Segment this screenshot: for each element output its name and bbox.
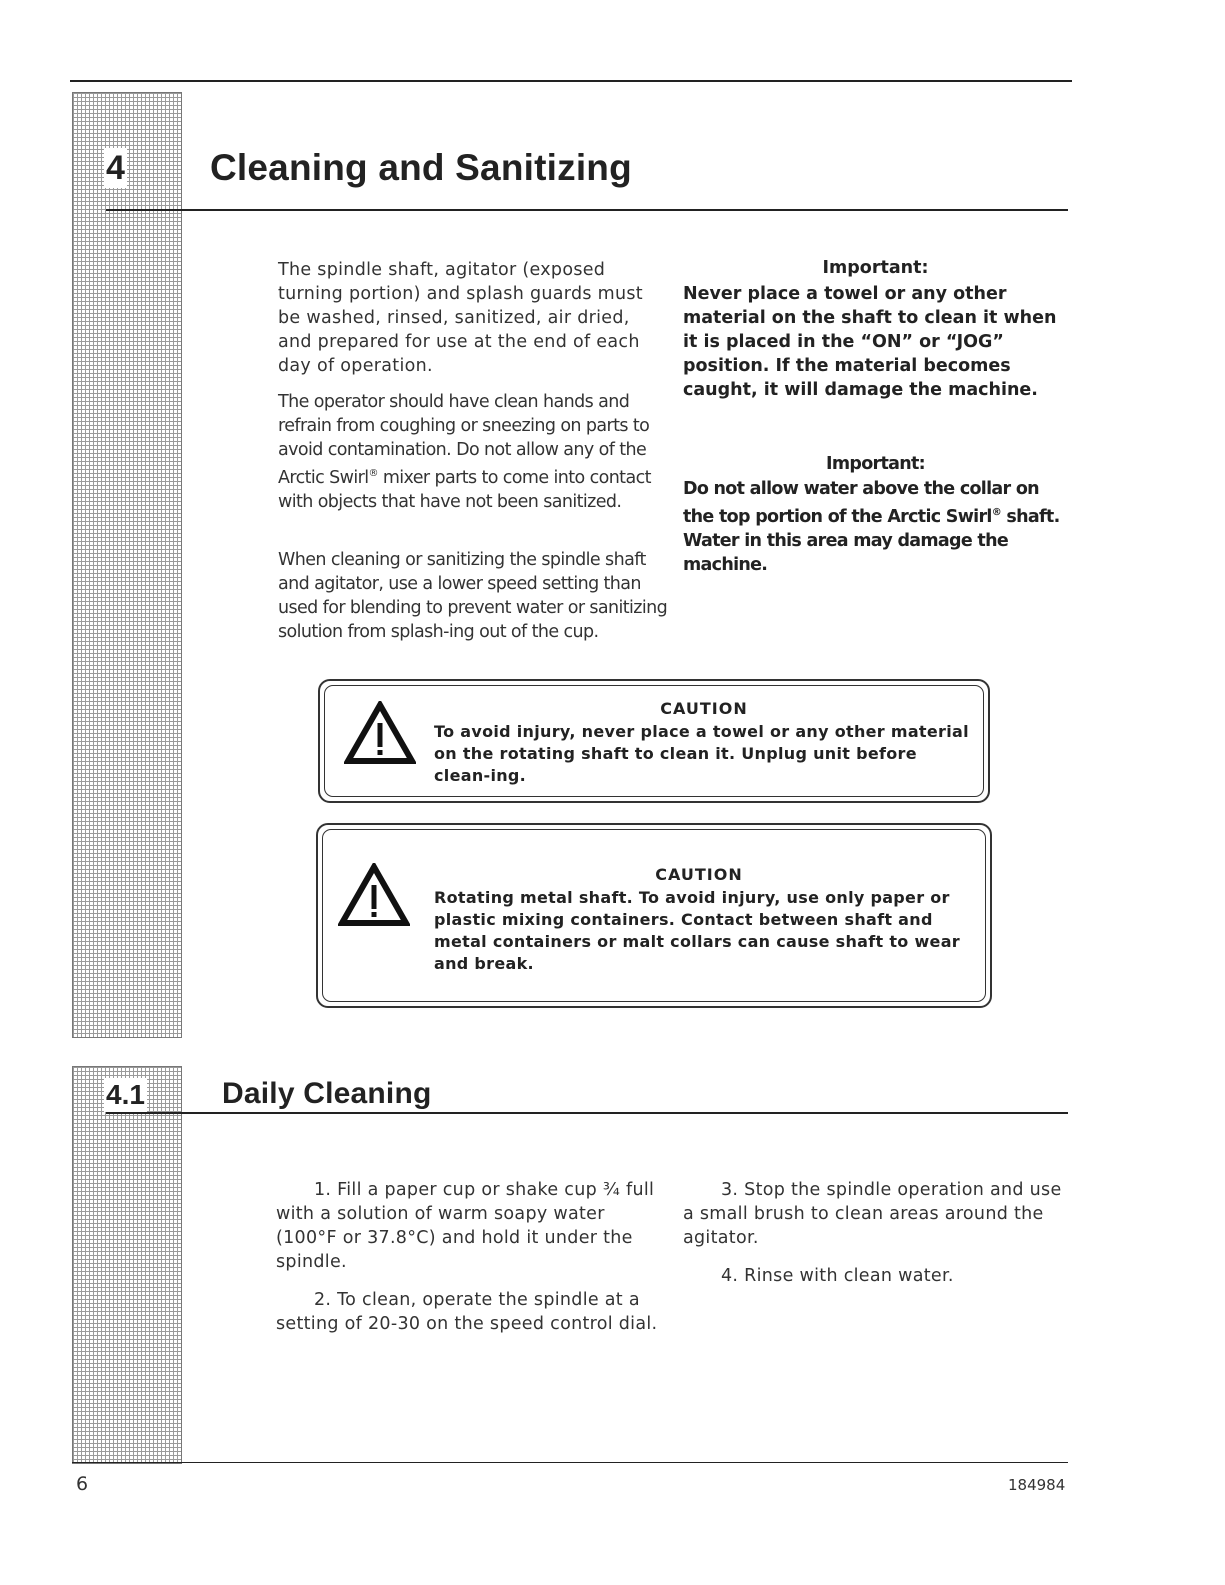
caution-body-2: Rotating metal shaft. To avoid injury, use only paper or plastic mixing containers. Contact between shaft and metal containers or malt collars can cause shaft to wear and break. [434, 888, 960, 973]
subsection-title: Daily Cleaning [222, 1077, 432, 1110]
section-title-rule [106, 209, 1068, 211]
bottom-rule [72, 1462, 1068, 1463]
caution-box-2 [316, 823, 992, 1008]
subsection-number: 4.1 [106, 1079, 145, 1110]
important-body-1: Never place a towel or any other material on the shaft to clean it when it is placed in the “ON” or “JOG” position. If the material becomes caught, it will damage the machine. [683, 284, 1057, 400]
step-3: 3. Stop the spindle operation and use a small brush to clean areas around the agitator. [683, 1180, 1062, 1248]
intro-paragraph: The spindle shaft, agitator (exposed turning portion) and splash guards must be washed, rinsed, sanitized, air dried, and prepared for use at the end of each day of operation. [278, 260, 643, 376]
important-heading-1: Important: [822, 258, 929, 278]
section-number: 4 [106, 149, 125, 187]
document-number: 184984 [1008, 1476, 1066, 1494]
section-title: Cleaning and Sanitizing [210, 147, 632, 188]
hygiene-text-b: mixer parts to come into contact with objects that have not been sanitized. [278, 467, 651, 512]
speed-paragraph: When cleaning or sanitizing the spindle shaft and agitator, use a lower speed setting than used for blending to prevent water or sanitizing solution from splash-ing out of the cup. [278, 550, 668, 642]
step-2: 2. To clean, operate the spindle at a setting of 20-30 on the speed control dial. [276, 1290, 658, 1334]
brand-name: Arctic Swirl [278, 467, 369, 488]
top-rule [70, 80, 1072, 82]
step-4: 4. Rinse with clean water. [721, 1266, 954, 1286]
warning-triangle-icon [344, 701, 416, 767]
important-2-text-a: Do not allow water above the collar on the top portion of the Arctic Swirl [683, 479, 1039, 527]
hygiene-text-a: The operator should have clean hands and refrain from coughing or sneezing on parts to avoid contamination. Do not allow any of the [278, 392, 650, 460]
step-1: 1. Fill a paper cup or shake cup ¾ full with a solution of warm soapy water (100°F or 37.8°C) and hold it under the spindle. [276, 1180, 655, 1272]
registered-mark: ® [368, 468, 378, 479]
page-number: 6 [76, 1473, 89, 1495]
important-heading-2: Important: [826, 454, 925, 474]
section-grid-bar [72, 92, 182, 1038]
important-2-text-b: shaft. Water in this area may damage the machine. [683, 506, 1060, 575]
subsection-title-rule [106, 1112, 1068, 1114]
important-body-2 [683, 477, 1068, 577]
caution-body-1: To avoid injury, never place a towel or any other material on the rotating shaft to clean it. Unplug unit before clean-ing. [434, 722, 969, 785]
caution-heading-2: CAUTION [655, 865, 743, 884]
caution-box-1 [318, 679, 990, 803]
warning-triangle-icon [338, 863, 410, 929]
hygiene-paragraph [278, 390, 668, 514]
subsection-grid-bar [72, 1066, 182, 1464]
caution-heading-1: CAUTION [660, 699, 748, 718]
registered-mark-2: ® [991, 507, 1002, 518]
